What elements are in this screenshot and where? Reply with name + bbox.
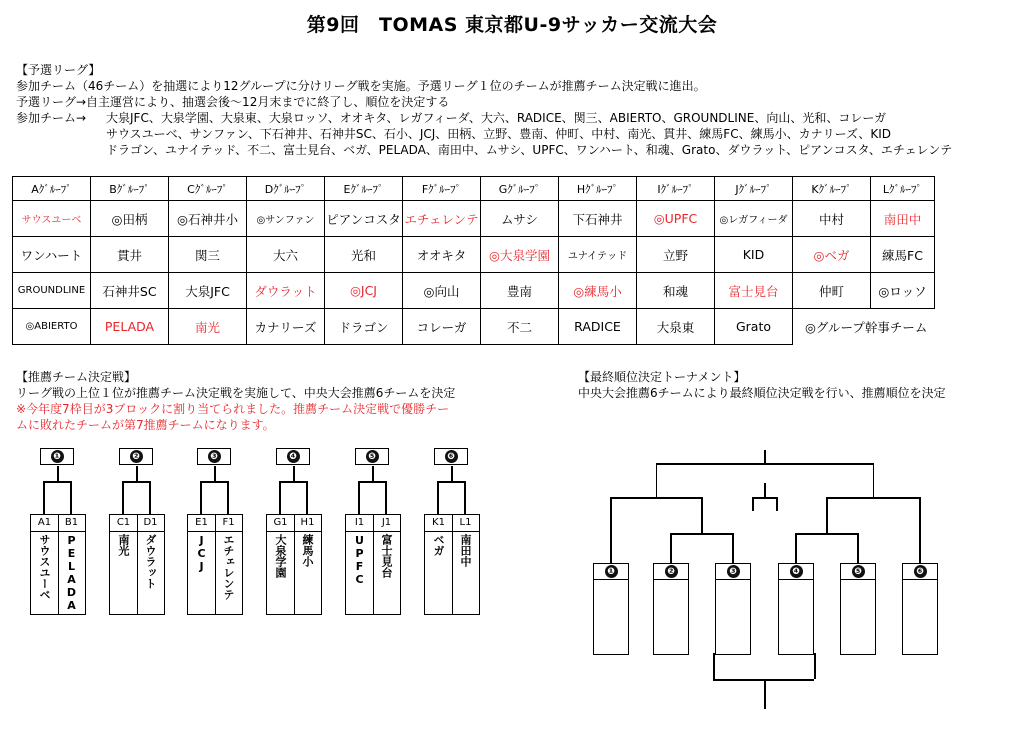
bracket-team-name: JCJ (195, 534, 208, 573)
bracket-line (293, 466, 295, 482)
group-team-cell: ワンハート (13, 237, 91, 273)
group-team-cell: カナリーズ (247, 309, 325, 345)
bracket-line (372, 466, 374, 482)
group-team-cell: 石神井SC (91, 273, 169, 309)
group-header: Bｸﾞﾙｰﾌﾟ (91, 177, 169, 201)
tournament-line (732, 533, 734, 563)
tournament-slot-header (594, 564, 628, 580)
bracket-number: ❻ (445, 450, 458, 463)
tournament-line (752, 497, 776, 499)
tournament-line (919, 497, 921, 563)
group-team-cell: ◎石神井小 (169, 201, 247, 237)
bracket-team-name: 練馬小 (301, 534, 314, 567)
bracket-seed-label: H1 (300, 517, 315, 528)
tournament-slot-number: ❶ (605, 565, 618, 578)
bracket-line (214, 466, 216, 482)
tournament-slot (653, 563, 689, 655)
tournament-slot (778, 563, 814, 655)
bracket-line (306, 481, 308, 514)
group-team-cell: GROUNDLINE (13, 273, 91, 309)
tournament-line (656, 463, 658, 497)
bracket-team-name: 富士見台 (380, 534, 393, 578)
bracket-team (58, 534, 85, 612)
group-team-cell: 大六 (247, 237, 325, 273)
bracket-seed-label: J1 (381, 517, 392, 528)
group-header: Dｸﾞﾙｰﾌﾟ (247, 177, 325, 201)
group-team-cell: 和魂 (637, 273, 715, 309)
group-team-cell: コレーガ (403, 309, 481, 345)
bracket-team-name: 南田中 (459, 534, 472, 567)
group-team-cell: 関三 (169, 237, 247, 273)
bracket-line (451, 466, 453, 482)
groups-row (13, 273, 935, 309)
group-header: Lｸﾞﾙｰﾌﾟ (871, 177, 935, 201)
tournament-slot-number: ❸ (727, 565, 740, 578)
tournament-line (701, 497, 703, 533)
bracket-number: ❶ (51, 450, 64, 463)
group-team-cell: ダウラット (247, 273, 325, 309)
group-team-cell: サウスユーベ (13, 201, 91, 237)
bracket-line (136, 466, 138, 482)
group-team-cell: 光和 (325, 237, 403, 273)
bracket-line (149, 481, 151, 514)
group-team-cell: ◎ロッソ (871, 273, 935, 309)
bracket-number-box (276, 448, 310, 465)
bracket-team-name: 大泉学園 (274, 534, 287, 578)
prelim-teams-label: 参加チーム→ (16, 111, 87, 125)
bracket-number: ❹ (287, 450, 300, 463)
bracket-team (373, 534, 400, 612)
group-team-cell: 南光 (169, 309, 247, 345)
group-header: Eｸﾞﾙｰﾌﾟ (325, 177, 403, 201)
bracket-line (358, 481, 386, 483)
bracket-line (358, 481, 360, 514)
tournament-slot-number: ❹ (790, 565, 803, 578)
bracket-line (437, 481, 439, 514)
bracket-seed-label: E1 (195, 517, 208, 528)
group-team-cell: ◎サンファン (247, 201, 325, 237)
tournament-line (670, 533, 732, 535)
bracket-seed-label: A1 (37, 517, 52, 528)
tournament-line (873, 463, 875, 497)
tournament-slot-number: ❻ (914, 565, 927, 578)
group-header: Iｸﾞﾙｰﾌﾟ (637, 177, 715, 201)
bracket-seed-label: I1 (354, 517, 365, 528)
final-line1: 中央大会推薦6チームにより最終順位決定戦を行い、推薦順位を決定 (578, 386, 946, 400)
bracket-line (279, 481, 281, 514)
bracket-seed-label: D1 (143, 517, 158, 528)
bracket-slot (424, 514, 480, 615)
tournament-slot-header (654, 564, 688, 580)
bracket-number-box (197, 448, 231, 465)
recommend-note-line1: ※今年度7枠目が3ブロックに割り当てられました。推薦チーム決定戦で優勝チー (16, 402, 450, 416)
bracket-number: ❺ (366, 450, 379, 463)
group-team-cell: 大泉東 (637, 309, 715, 345)
tournament-line (764, 679, 766, 709)
tournament-line (826, 497, 828, 533)
groups-table (12, 176, 935, 345)
group-team-cell: 仲町 (793, 273, 871, 309)
recommend-line1: リーグ戦の上位１位が推薦チーム決定戦を実施して、中央大会推薦6チームを決定 (16, 386, 456, 400)
groups-row (13, 237, 935, 273)
bracket-seed-label: C1 (116, 517, 131, 528)
tournament-line (764, 483, 766, 497)
group-team-cell: 貫井 (91, 237, 169, 273)
bracket-slot (187, 514, 243, 615)
bracket-number: ❸ (208, 450, 221, 463)
bracket-team (137, 534, 164, 612)
bracket-number: ❷ (130, 450, 143, 463)
group-team-cell: 豊南 (481, 273, 559, 309)
tournament-slot (593, 563, 629, 655)
bracket-number-box (434, 448, 468, 465)
group-header: Fｸﾞﾙｰﾌﾟ (403, 177, 481, 201)
group-team-cell: ◎JCJ (325, 273, 403, 309)
bracket-team (452, 534, 479, 612)
tournament-line (776, 497, 778, 511)
tournament-slot-number: ❺ (852, 565, 865, 578)
group-team-cell: 不二 (481, 309, 559, 345)
tournament-line (795, 533, 857, 535)
tournament-line (795, 533, 797, 563)
tournament-line (752, 497, 754, 511)
tournament-slot-number: ❷ (665, 565, 678, 578)
bracket-seed-label: F1 (222, 517, 235, 528)
bracket-team (346, 534, 373, 612)
group-team-cell: ピアンコスタ (325, 201, 403, 237)
bracket-line (122, 481, 124, 514)
group-team-cell: ◎練馬小 (559, 273, 637, 309)
group-header: Aｸﾞﾙｰﾌﾟ (13, 177, 91, 201)
tournament-slot-header (903, 564, 937, 580)
bracket-line (279, 481, 307, 483)
groups-header-row (13, 177, 935, 201)
group-team-cell: 中村 (793, 201, 871, 237)
group-team-cell: ◎大泉学園 (481, 237, 559, 273)
bracket-team (294, 534, 321, 612)
bracket-number-box (40, 448, 74, 465)
group-team-cell: RADICE (559, 309, 637, 345)
bracket-team (267, 534, 294, 612)
bracket-team (188, 534, 215, 612)
tournament-line (814, 653, 816, 679)
prelim-heading: 【予選リーグ】 (16, 63, 101, 77)
tournament-slot (840, 563, 876, 655)
bracket-team-name: UPFC (353, 534, 366, 586)
bracket-slot (266, 514, 322, 615)
tournament-line (610, 497, 612, 563)
tournament-slot (715, 563, 751, 655)
bracket-seed-label: L1 (459, 517, 472, 528)
group-team-cell: ユナイテッド (559, 237, 637, 273)
bracket-line (43, 481, 71, 483)
group-team-cell: ◎UPFC (637, 201, 715, 237)
prelim-line1: 参加チーム（46チーム）を抽選により12グループに分けリーグ戦を実施。予選リーグ１位のチームが推薦チーム決定戦に進出。 (16, 79, 706, 93)
bracket-seed-label: G1 (273, 517, 288, 528)
group-team-cell: 下石神井 (559, 201, 637, 237)
groups-row (13, 201, 935, 237)
group-team-cell: 南田中 (871, 201, 935, 237)
tournament-line (826, 497, 919, 499)
bracket-team-name: ベガ (432, 534, 445, 556)
tournament-line (713, 653, 715, 679)
group-team-cell: ◎ベガ (793, 237, 871, 273)
group-team-cell: エチェレンテ (403, 201, 481, 237)
tournament-line (764, 450, 766, 464)
bracket-line (43, 481, 45, 514)
page-title: 第9回 TOMAS 東京都U-9サッカー交流大会 (306, 14, 718, 36)
group-team-cell: ドラゴン (325, 309, 403, 345)
bracket-team (425, 534, 452, 612)
group-team-cell: 大泉JFC (169, 273, 247, 309)
tournament-slot-header (716, 564, 750, 580)
bracket-line (437, 481, 465, 483)
recommend-heading: 【推薦チーム決定戦】 (16, 370, 137, 384)
prelim-teams-line2: サウスユーベ、サンファン、下石神井、石神井SC、石小、JCJ、田柄、立野、豊南、仲町、中村、南光、貫井、練馬FC、練馬小、カナリーズ、KID (106, 127, 891, 141)
bracket-line (122, 481, 150, 483)
bracket-line (70, 481, 72, 514)
prelim-teams-line3: ドラゴン、ユナイテッド、不二、富士見台、ベガ、PELADA、南田中、ムサシ、UPFC、ワンハート、和魂、Grato、ダウラット、ピアンコスタ、エチェレンテ (106, 143, 953, 157)
bracket-team-name: ダウラット (144, 534, 157, 589)
bracket-number-box (119, 448, 153, 465)
bracket-seed-label: B1 (64, 517, 79, 528)
group-header: Hｸﾞﾙｰﾌﾟ (559, 177, 637, 201)
group-team-cell: ◎田柄 (91, 201, 169, 237)
group-team-cell: ムサシ (481, 201, 559, 237)
group-legend-note: ◎グループ幹事チーム (805, 319, 928, 335)
bracket-team (215, 534, 242, 612)
bracket-slot (345, 514, 401, 615)
bracket-team-name: PELADA (65, 534, 78, 612)
group-team-cell: PELADA (91, 309, 169, 345)
group-team-cell: Grato (715, 309, 793, 345)
tournament-slot (902, 563, 938, 655)
bracket-team-name: エチェレンテ (222, 534, 235, 600)
bracket-line (227, 481, 229, 514)
group-header: Kｸﾞﾙｰﾌﾟ (793, 177, 871, 201)
group-team-cell: ◎ABIERTO (13, 309, 91, 345)
bracket-line (464, 481, 466, 514)
bracket-team (110, 534, 137, 612)
group-team-cell: KID (715, 237, 793, 273)
group-team-cell: 立野 (637, 237, 715, 273)
group-header: Jｸﾞﾙｰﾌﾟ (715, 177, 793, 201)
group-team-cell: オオキタ (403, 237, 481, 273)
bracket-line (57, 466, 59, 482)
bracket-line (200, 481, 202, 514)
bracket-team-name: 南光 (117, 534, 130, 556)
bracket-team-name: サウスユーベ (38, 534, 51, 600)
bracket-number-box (355, 448, 389, 465)
tournament-line (610, 497, 701, 499)
tournament-line (857, 533, 859, 563)
final-heading: 【最終順位決定トーナメント】 (578, 370, 746, 384)
group-team-cell: 練馬FC (871, 237, 935, 273)
bracket-line (200, 481, 228, 483)
group-team-cell: ◎向山 (403, 273, 481, 309)
tournament-slot-header (779, 564, 813, 580)
bracket-slot (30, 514, 86, 615)
bracket-line (385, 481, 387, 514)
prelim-teams-line1: 大泉JFC、大泉学園、大泉東、大泉ロッソ、オオキタ、レガフィーダ、大六、RADICE、関三、ABIERTO、GROUNDLINE、向山、光和、コレーガ (106, 111, 887, 125)
group-team-cell: ◎レガフィーダ (715, 201, 793, 237)
group-header: Gｸﾞﾙｰﾌﾟ (481, 177, 559, 201)
bracket-slot (109, 514, 165, 615)
group-team-cell: 富士見台 (715, 273, 793, 309)
groups-row (13, 309, 935, 345)
tournament-line (670, 533, 672, 563)
bracket-seed-label: K1 (432, 517, 445, 528)
recommend-note-line2: ムに敗れたチームが第7推薦チームになります。 (16, 418, 275, 432)
bracket-team (31, 534, 58, 612)
group-header: Cｸﾞﾙｰﾌﾟ (169, 177, 247, 201)
prelim-line2: 予選リーグ→自主運営により、抽選会後～12月末までに終了し、順位を決定する (16, 95, 450, 109)
tournament-slot-header (841, 564, 875, 580)
